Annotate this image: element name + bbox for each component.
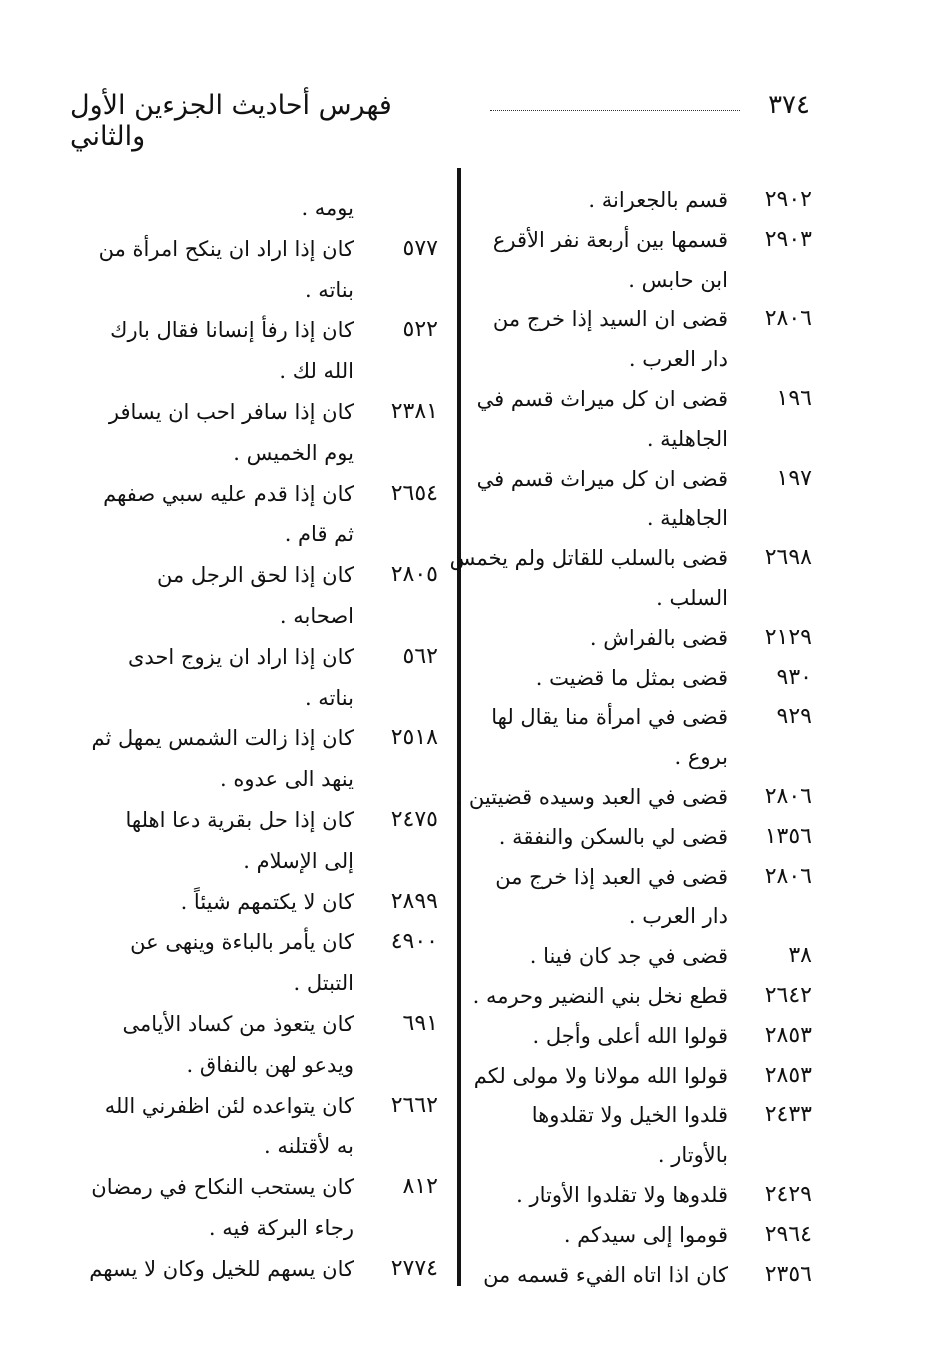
hadith-text: به لأقتلنه .	[263, 1134, 354, 1159]
index-line	[108, 841, 438, 881]
index-line	[472, 976, 812, 1016]
hadith-number: ٢٨٩٩	[390, 888, 438, 914]
index-line	[108, 759, 438, 799]
index-line	[108, 188, 438, 228]
hadith-text: يوم الخميس .	[233, 440, 354, 465]
index-line	[482, 578, 812, 618]
hadith-number: ٥٢٢	[402, 317, 438, 343]
index-line	[482, 220, 812, 260]
hadith-text: قضى بمثل ما قضيت .	[535, 665, 728, 690]
hadith-text: قضى لي بالسكن والنفقة .	[498, 824, 728, 849]
hadith-text: قوموا إلى سيدكم .	[563, 1222, 728, 1247]
index-line	[108, 555, 438, 595]
hadith-number: ٦٩١	[402, 1011, 438, 1036]
hadith-text: كان إذا اراد ان يزوج احدى	[127, 644, 354, 669]
index-line	[482, 180, 812, 220]
hadith-number: ٢٦٩٨	[764, 545, 812, 571]
hadith-text: قسمها بين أربعة نفر الأقرع	[492, 227, 728, 252]
hadith-number: ١٣٥٦	[764, 823, 812, 849]
hadith-text: قسم بالجعرانة .	[588, 188, 728, 212]
dotted-leader-rule	[490, 110, 740, 111]
index-line	[108, 1208, 438, 1248]
index-line	[482, 817, 812, 857]
hadith-number: ٩٣٠	[776, 664, 812, 690]
hadith-number: ٢٤٢٩	[764, 1182, 812, 1207]
hadith-text: كان إذا رفأ إنسانا فقال بارك	[110, 318, 354, 343]
hadith-text: قضى ان كل ميراث قسم في	[476, 466, 728, 491]
hadith-text: بناته .	[304, 277, 354, 302]
hadith-text: الجاهلية .	[646, 506, 728, 531]
hadith-text: قضى بالفراش .	[589, 625, 728, 650]
index-line	[482, 1255, 812, 1295]
hadith-text: كان يستحب النكاح في رمضان	[91, 1175, 354, 1200]
index-line	[482, 697, 812, 737]
hadith-number: ١٩٧	[776, 465, 812, 491]
index-line	[482, 896, 812, 936]
index-line	[482, 737, 812, 777]
hadith-text: بروع .	[674, 745, 728, 770]
index-line	[108, 392, 438, 432]
index-column-right	[449, 180, 812, 1287]
hadith-number: ٢٤٣٣	[764, 1102, 812, 1128]
hadith-number: ٥٦٢	[402, 643, 438, 669]
hadith-text: الجاهلية .	[646, 426, 728, 451]
index-line	[482, 1215, 812, 1255]
index-line	[482, 419, 812, 459]
hadith-text: إلى الإسلام .	[243, 848, 354, 873]
hadith-number: ٢١٢٩	[764, 624, 812, 650]
hadith-text: يومه .	[301, 196, 354, 220]
hadith-number: ٢٣٨١	[390, 399, 438, 424]
index-line	[455, 777, 812, 817]
index-line	[476, 459, 812, 499]
hadith-text: كان يتعوذ من كساد الأيامى	[122, 1012, 354, 1036]
hadith-text: بالأوتار .	[657, 1143, 728, 1168]
index-line	[108, 800, 438, 840]
index-line	[449, 538, 812, 578]
hadith-number: ٢٧٧٤	[390, 1255, 438, 1281]
hadith-number: ٢٦٤٢	[764, 983, 812, 1008]
hadith-text: ثم قام .	[284, 522, 354, 547]
hadith-text: ويدعو لهن بالنفاق .	[186, 1052, 354, 1077]
hadith-text: رجاء البركة فيه .	[208, 1216, 354, 1240]
hadith-text: كان يتواعده لئن اظفرني الله	[104, 1093, 354, 1118]
hadith-number: ٢٩٠٢	[764, 187, 812, 212]
index-line	[108, 1126, 438, 1166]
index-line	[108, 351, 438, 391]
hadith-text: ابن حابس .	[628, 267, 728, 292]
hadith-text: كان اذا اتاه الفيء قسمه من	[483, 1262, 728, 1287]
running-title: فهرس أحاديث الجزءين الأول والثاني	[70, 90, 392, 152]
hadith-number: ١٩٦	[776, 386, 812, 411]
hadith-number: ٢٥١٨	[390, 725, 438, 751]
index-line	[482, 1175, 812, 1215]
index-line	[482, 936, 812, 976]
hadith-text: ينهد الى عدوه .	[219, 767, 354, 792]
hadith-text: كان إذا زالت الشمس يمهل ثم	[91, 726, 354, 751]
hadith-text: بناته .	[304, 685, 354, 710]
page-header	[70, 80, 810, 152]
hadith-text: السلب .	[656, 586, 728, 610]
hadith-text: قضى في العبد وسيده قضيتين .	[455, 785, 728, 809]
hadith-number: ٢٨٠٥	[390, 562, 438, 588]
index-line	[473, 1056, 812, 1096]
hadith-text: قولوا الله أعلى وأجل .	[532, 1023, 728, 1048]
hadith-number: ٢٨٠٦	[764, 784, 812, 809]
hadith-text: الله لك .	[279, 359, 354, 384]
index-line	[108, 922, 438, 962]
index-line	[482, 498, 812, 538]
index-line	[482, 618, 812, 658]
hadith-number: ٢٨٥٣	[764, 1022, 812, 1048]
index-line	[482, 1095, 812, 1135]
hadith-text: دار العرب .	[628, 904, 728, 929]
hadith-text: كان يأمر بالباءة وينهى عن	[130, 930, 354, 955]
index-line	[89, 1249, 438, 1289]
index-line	[108, 433, 438, 473]
hadith-text: قلدوها ولا تقلدوا الأوتار .	[516, 1183, 728, 1207]
hadith-number: ٢٦٦٢	[390, 1092, 438, 1118]
hadith-number: ٢٤٧٥	[390, 807, 438, 832]
hadith-text: قضى ان السيد إذا خرج من	[492, 307, 728, 332]
hadith-text: كان إذا لحق الرجل من	[157, 563, 354, 588]
index-line	[108, 1004, 438, 1044]
index-line	[91, 1167, 438, 1207]
hadith-text: كان إذا حل بقرية دعا اهلها	[125, 808, 354, 832]
hadith-text: دار العرب .	[628, 347, 728, 372]
hadith-text: كان لا يكتمهم شيئاً .	[180, 889, 354, 914]
hadith-text: التبتل .	[293, 971, 354, 996]
index-line	[98, 229, 438, 269]
index-line	[108, 963, 438, 1003]
hadith-text: قضى في امرأة منا يقال لها	[491, 705, 728, 730]
index-line	[108, 514, 438, 554]
hadith-number: ٣٨	[788, 943, 812, 969]
hadith-number: ٥٧٧	[402, 235, 438, 261]
index-column-left	[89, 180, 438, 1281]
index-line	[103, 474, 438, 514]
index-line	[108, 637, 438, 677]
hadith-number: ٢٣٥٦	[764, 1261, 812, 1287]
hadith-text: كان إذا سافر احب ان يسافر	[108, 400, 354, 424]
hadith-number: ٢٨٠٦	[764, 863, 812, 889]
hadith-text: قضى في العبد إذا خرج من	[495, 864, 728, 889]
hadith-number: ٢٨٠٦	[764, 306, 812, 332]
hadith-text: كان إذا اراد ان ينكح امرأة من	[98, 236, 354, 261]
column-divider	[457, 168, 461, 1286]
hadith-number: ٢٩٦٤	[764, 1221, 812, 1247]
index-line	[104, 1086, 438, 1126]
hadith-text: قضى ان كل ميراث قسم في	[476, 387, 728, 411]
hadith-text: كان إذا قدم عليه سبي صفهم	[103, 481, 354, 506]
hadith-number: ٤٩٠٠	[390, 929, 438, 955]
hadith-number: ٢٩٠٣	[764, 226, 812, 252]
index-line	[108, 596, 438, 636]
hadith-number: ٨١٢	[402, 1174, 438, 1200]
index-line	[482, 857, 812, 897]
hadith-text: كان يسهم للخيل وكان لا يسهم	[89, 1256, 354, 1281]
hadith-text: قطع نخل بني النضير وحرمه .	[472, 984, 728, 1008]
hadith-text: قضى في جد كان فينا .	[529, 944, 728, 969]
index-line	[108, 270, 438, 310]
hadith-number: ٢٦٥٤	[390, 480, 438, 506]
index-line	[108, 1045, 438, 1085]
hadith-number: ٩٢٩	[776, 704, 812, 730]
hadith-text: قلدوا الخيل ولا تقلدوها	[531, 1103, 728, 1128]
index-line	[91, 718, 438, 758]
index-line	[476, 379, 812, 419]
hadith-number: ٢٨٥٣	[764, 1062, 812, 1088]
hadith-text: قضى بالسلب للقاتل ولم يخمس	[449, 546, 728, 571]
hadith-text: اصحابه .	[279, 604, 354, 628]
index-line	[482, 260, 812, 300]
index-line	[482, 1135, 812, 1175]
page-number: ٣٧٤	[768, 90, 810, 120]
hadith-text: قولوا الله مولانا ولا مولى لكم	[473, 1063, 728, 1088]
index-line	[482, 658, 812, 698]
index-line	[108, 882, 438, 922]
index-line	[108, 310, 438, 350]
index-line	[482, 1016, 812, 1056]
index-line	[482, 299, 812, 339]
index-line	[108, 678, 438, 718]
index-line	[482, 339, 812, 379]
